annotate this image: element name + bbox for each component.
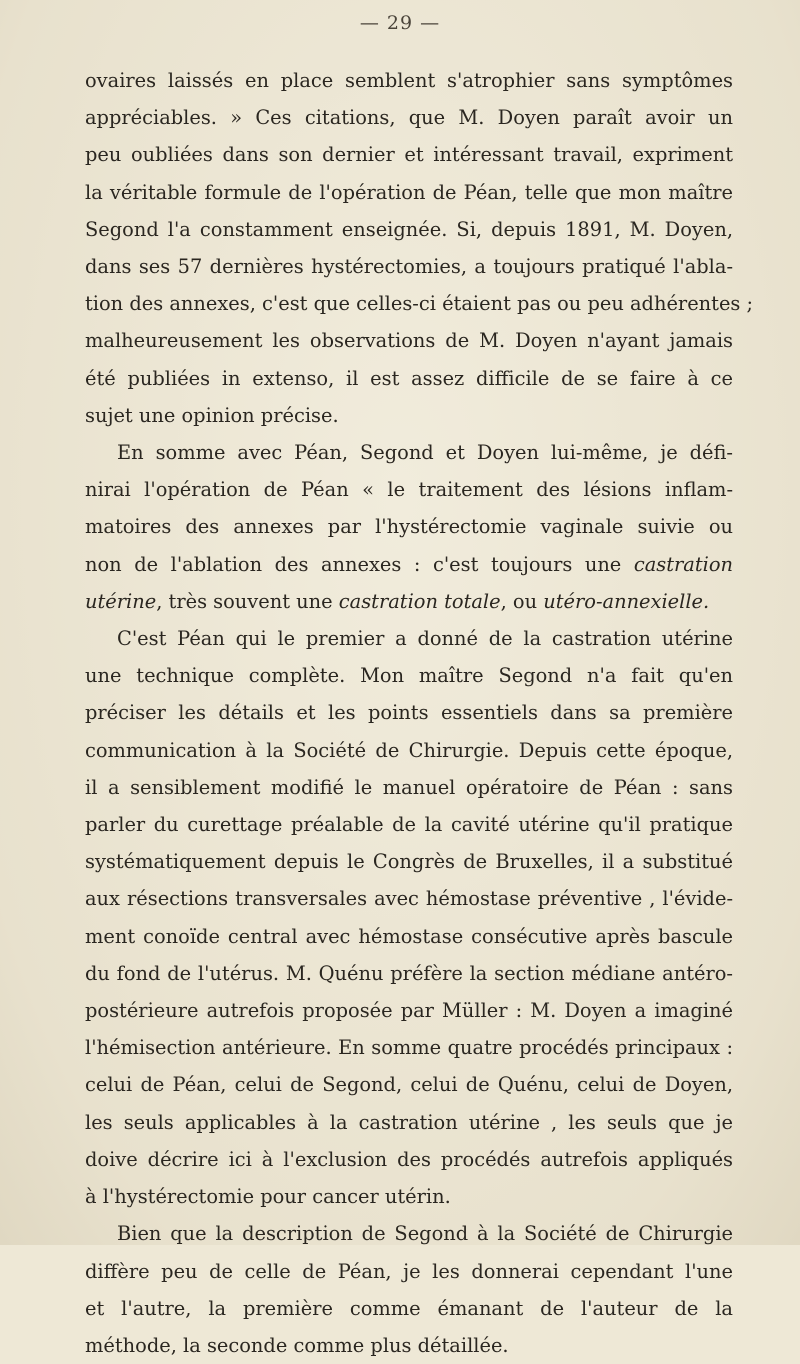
text-segment: parler du curettage préalable de la cavité utérine qu'il pratique — [85, 813, 733, 837]
text-segment: nirai l'opération de Péan « le traitement des lésions inflam- — [85, 478, 733, 502]
text-segment: celui de Péan, celui de Segond, celui de Quénu, celui de Doyen, — [85, 1073, 733, 1097]
text-segment: les seuls applicables à la castration utérine , les seuls que je — [85, 1110, 733, 1134]
text-line — [85, 918, 733, 955]
text-segment: une technique complète. Mon maître Segond n'a fait qu'en — [85, 664, 733, 688]
text-segment: , très souvent une — [156, 589, 339, 613]
italic-text: utéro-annexielle. — [543, 589, 710, 613]
text-segment: C'est Péan qui le premier a donné de la castration utérine — [117, 627, 733, 651]
paragraph — [85, 620, 733, 1215]
text-line — [85, 955, 733, 992]
text-line — [85, 1104, 733, 1141]
text-line — [85, 285, 754, 322]
text-segment: et l'autre, la première comme émanant de l'auteur de la — [85, 1296, 733, 1320]
text-line — [85, 843, 733, 880]
text-segment: ovaires laissés en place semblent s'atrophier sans symptômes — [85, 69, 733, 92]
text-segment: doive décrire ici à l'exclusion des procédés autrefois appliqués — [85, 1147, 733, 1171]
text-segment: aux résections transversales avec hémostase préventive , l'évide- — [85, 887, 733, 911]
text-segment: dans ses 57 dernières hystérectomies, a toujours pratiqué l'abla- — [85, 255, 733, 279]
text-segment: à l'hystérectomie pour cancer utérin. — [85, 1185, 451, 1209]
text-line — [85, 471, 733, 508]
page-number: — 29 — — [359, 12, 441, 34]
text-segment: méthode, la seconde comme plus détaillée. — [85, 1333, 509, 1357]
text-segment: matoires des annexes par l'hystérectomie vaginale suivie ou — [85, 515, 733, 539]
text-segment: diffère peu de celle de Péan, je les donnerai cependant l'une — [85, 1259, 733, 1283]
text-line — [85, 620, 733, 657]
text-segment: ment conoïde central avec hémostase consécutive après bascule — [85, 924, 733, 948]
text-line — [85, 806, 733, 843]
text-line — [85, 1029, 733, 1066]
text-line — [85, 136, 733, 173]
text-line — [85, 546, 733, 583]
text-line — [85, 397, 733, 434]
text-segment: peu oubliées dans son dernier et intéressant travail, expriment — [85, 143, 733, 167]
text-line — [85, 1215, 733, 1252]
text-line — [85, 1066, 733, 1103]
text-line — [85, 174, 733, 211]
text-segment: il a sensiblement modifié le manuel opératoire de Péan : sans — [85, 775, 733, 799]
text-line — [85, 1178, 733, 1215]
text-line — [85, 99, 733, 136]
text-line — [85, 732, 733, 769]
text-line — [85, 434, 733, 471]
text-line — [85, 360, 733, 397]
text-segment: tion des annexes, c'est que celles-ci étaient pas ou peu adhérentes ; — [85, 292, 754, 316]
text-line — [85, 992, 733, 1029]
text-line — [85, 322, 733, 359]
text-line — [85, 1327, 733, 1364]
text-line — [85, 1290, 733, 1327]
text-segment: En somme avec Péan, Segond et Doyen lui-même, je défi- — [117, 441, 733, 465]
text-segment: postérieure autrefois proposée par Müller : M. Doyen a imaginé — [85, 999, 733, 1023]
text-segment: non de l'ablation des annexes : c'est toujours une — [85, 552, 634, 576]
body-text — [85, 62, 754, 1364]
italic-text: castration — [633, 552, 733, 576]
text-line — [85, 1141, 733, 1178]
text-segment: été publiées in extenso, il est assez difficile de se faire à ce — [85, 366, 733, 390]
text-segment: préciser les détails et les points essentiels dans sa première — [85, 701, 733, 725]
text-line — [85, 211, 733, 248]
text-line — [85, 1253, 733, 1290]
text-segment: la véritable formule de l'opération de Péan, telle que mon maître — [85, 180, 733, 204]
text-segment: systématiquement depuis le Congrès de Bruxelles, il a substitué — [85, 850, 733, 874]
text-segment: l'hémisection antérieure. En somme quatre procédés principaux : — [85, 1036, 733, 1060]
text-segment: malheureusement les observations de M. Doyen n'ayant jamais — [85, 329, 733, 353]
text-line — [85, 769, 733, 806]
text-segment: , ou — [500, 589, 544, 613]
text-segment: Segond l'a constamment enseignée. Si, depuis 1891, M. Doyen, — [85, 217, 733, 241]
paragraph — [85, 1215, 733, 1364]
text-line — [85, 657, 733, 694]
text-segment: appréciables. » Ces citations, que M. Doyen paraît avoir un — [85, 106, 733, 130]
text-segment: sujet une opinion précise. — [85, 403, 339, 427]
italic-text: castration totale — [338, 589, 501, 613]
text-segment: du fond de l'utérus. M. Quénu préfère la section médiane antéro- — [85, 961, 733, 985]
text-line — [85, 62, 733, 99]
text-line — [85, 248, 733, 285]
text-line — [85, 694, 733, 731]
text-line — [85, 583, 733, 620]
text-segment: Bien que la description de Segond à la Société de Chirurgie — [117, 1222, 733, 1246]
paragraph — [85, 62, 754, 434]
paragraph — [85, 434, 733, 620]
text-line — [85, 880, 733, 917]
text-segment: communication à la Société de Chirurgie. Depuis cette époque, — [85, 738, 733, 762]
italic-text: utérine — [85, 589, 157, 613]
text-line — [85, 508, 733, 545]
